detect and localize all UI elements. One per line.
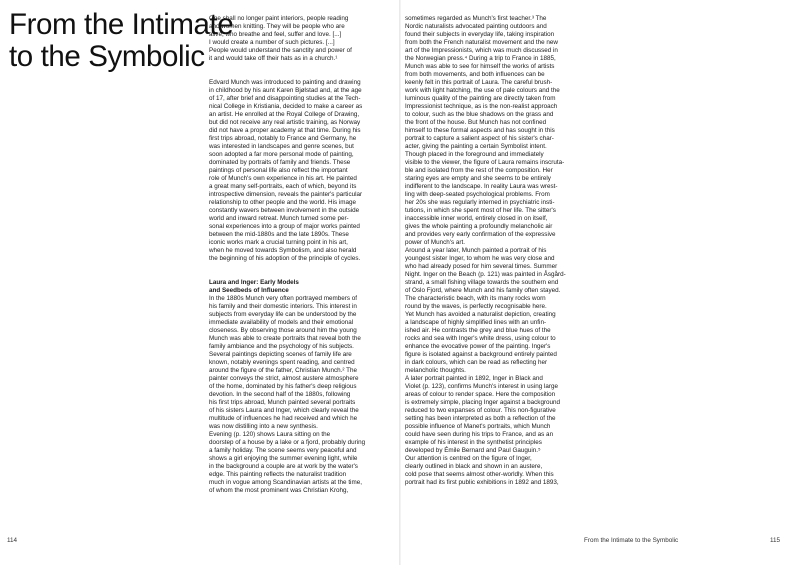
text-line: clearly outlined in black and shown in an austere, [405,463,543,470]
text-line: portrait had its first public exhibitions in 1892 and 1893, [405,479,559,486]
text-line: from both movements, and both influences can be [405,71,545,78]
text-line: his first trips abroad, Munch painted several portraits [209,399,356,406]
page-number-right: 115 [770,537,781,544]
text-line: Though placed in the foreground and immediately [405,151,544,158]
text-line: example of his interest in the synthetist principles [405,439,542,446]
text-line: the front of the house. But Munch has not confined [405,119,547,126]
text-line: was interested in landscapes and genre scenes, but [209,143,354,150]
text-line: shows a girl enjoying the summer evening light, while [209,455,358,462]
running-head: From the Intimate to the Symbolic [584,537,679,544]
text-line: Edvard Munch was introduced to painting and drawing [209,79,361,86]
text-line: could have seen during his trips to France, and as an [405,431,554,438]
text-line: A later portrait painted in 1892, Inger in Black and [405,375,543,382]
text-line: is extremely simple, placing Inger against a background [405,399,561,406]
chapter-title-line: to the Symbolic [9,40,205,73]
text-line: melancholic thoughts. [405,367,466,374]
text-line: gives the whole painting a profoundly melancholic air [405,223,553,230]
text-line: staring eyes are empty and she seems to be entirely [405,175,551,182]
text-line: in the background a couple are at work by the water's [209,463,358,470]
text-line: known, notably evenings spent reading, and centred [209,359,355,366]
text-line: himself to these formal aspects and has sought in this [405,127,555,134]
text-line: Night. Inger on the Beach (p. 121) was painted in Åsgård- [405,271,566,278]
text-line: family ambiance and the psychology of his subjects. [209,343,354,350]
text-line: from both the French naturalist movement and the new [405,39,558,46]
text-line: devotion. In the second half of the 1880s, following [209,391,351,398]
text-line: of 17, after brief and disappointing studies at the Tech- [209,95,361,102]
text-line: Laura and Inger: Early Models [209,279,299,286]
text-line: One shall no longer paint interiors, people reading [209,15,349,22]
text-line: areas of colour to render space. Here the composition [405,391,556,398]
text-line: Yet Munch has avoided a naturalist depiction, creating [405,311,556,318]
text-line: did not have a proper academy at that time. During his [209,127,361,134]
text-line: Impressionist technique, as is the non-realist approach [405,103,558,110]
text-line: a great many self-portraits, each of which, beyond its [209,183,357,190]
text-line: in childhood by his aunt Karen Bjølstad and, at the age [209,87,362,94]
text-line: who had already posed for him several times. Summer [405,263,558,270]
text-line: work with light hatching, the use of pale colours and the [405,87,560,94]
text-line: ling with deep-seated psychological problems. From [405,191,550,198]
text-line: rocks and sea with Inger's white dress, using colour to [405,335,556,342]
text-line: developed by Émile Bernard and Paul Gauguin.⁵ [405,447,541,454]
text-line: it and would take off their hats as in a church.¹ [209,55,338,62]
paragraph-gap [209,263,392,271]
text-line: I would create a number of such pictures. [...] [209,39,335,46]
text-line: round by the waves, is perfectly recognisable here. [405,303,547,310]
text-line: Our attention is centred on the figure of Inger, [405,455,532,462]
text-line: figure is isolated against a background entirely painted [405,351,557,358]
text-line: was now distilling into a new synthesis. [209,423,318,430]
text-line: Violet (p. 123), confirms Munch's interest in using large [405,383,558,390]
text-line: the Norwegian press.⁴ During a trip to France in 1885, [405,55,556,62]
text-line: a landscape of highly simplified lines with an unfin- [405,319,547,326]
text-line: The characteristic beach, with its many rocks worn [405,295,546,302]
right-text-column [405,15,595,487]
text-line: around the figure of the father, Christian Munch.² The [209,367,357,374]
text-line: luminous quality of the painting are directly taken from [405,95,556,102]
text-line: his family and their domestic interiors. This interest in [209,303,357,310]
text-line: keenly felt in this portrait of Laura. The careful brush- [405,79,553,86]
paragraph-gap [209,71,392,79]
text-line: soon adopted a far more personal mode of painting, [209,151,354,158]
text-line: possible influence of Manet's portraits, which Munch [405,423,551,430]
text-line: Munch was able to create portraits that reveal both the [209,335,361,342]
text-line: of the home, dominated by his father's deep religious [209,383,357,390]
text-line: Several paintings depicting scenes of family life are [209,351,352,358]
text-line: between the mid-1880s and the late 1890s. These [209,231,349,238]
text-line: but did not receive any real artistic training, as Norway [209,119,361,126]
paragraph-gap [209,271,392,279]
text-line: and Seedbeds of Influence [209,287,289,294]
page-fold [399,0,401,565]
text-line: a family holiday. The scene seems very peaceful and [209,447,357,454]
text-line: her 20s she was regularly interned in psychiatric insti- [405,199,555,206]
text-line: of his sisters Laura and Inger, which clearly reveal the [209,407,359,414]
text-line: of whom the most prominent was Christian Krohg, [209,487,349,494]
text-line: sometimes regarded as Munch's first teacher.³ The [405,15,547,22]
text-line: reduced to two expanses of colour. This non-figurative [405,407,556,414]
text-line: visible to the viewer, the figure of Laura remains inscruta- [405,159,565,166]
text-line: multitude of influences he had received and which he [209,415,358,422]
text-line: doorstep of a house by a lake or a fjord, probably during [209,439,366,446]
text-line: found their subjects in everyday life, taking inspiration [405,31,555,38]
paragraph-gap [209,63,392,71]
text-line: tutions, in which she spent most of her life. The sitter's [405,207,556,214]
text-line: introspective dimension, reveals the painter's particular [209,191,363,198]
text-line: in dark colours, which can be read as reflecting her [405,359,548,366]
text-line: and women knitting. They will be people who are [209,23,345,30]
text-line: subjects from everyday life can be understood by the [209,311,357,318]
text-line: inaccessible inner world, entirely closed in on itself, [405,215,548,222]
text-line: to colour, such as the blue shadows on the grass and [405,111,554,118]
text-line: enhance the evocative power of the painting. Inger's [405,343,551,350]
text-line: Evening (p. 120) shows Laura sitting on the [209,431,331,438]
text-line: People would understand the sanctity and power of [209,47,352,54]
text-line: of Oslo Fjord, where Munch and his family often stayed. [405,287,561,294]
text-line: Nordic naturalists advocated painting outdoors and [405,23,547,30]
text-line: role of Munch's own experience in his art. He painted [209,175,357,182]
page-number-left: 114 [7,537,18,544]
text-line: painter conveys the strict, almost austere atmosphere [209,375,359,382]
text-line: much in vogue among Scandinavian artists at the time, [209,479,362,486]
text-line: world and inward retreat. Munch turned some per- [209,215,349,222]
text-line: an artist. He enrolled at the Royal College of Drawing, [209,111,360,118]
text-line: portrait to capture a salient aspect of his sister's char- [405,135,554,142]
text-line: indifferent to the landscape. In reality Laura was wrest- [405,183,558,190]
text-line: when he moved towards Symbolism, and also herald [209,247,357,254]
text-line: cold pose that seems almost other-worldly. When this [405,471,554,478]
text-line: first trips abroad, notably to France and Germany, he [209,135,357,142]
text-line: edge. This painting reflects the naturalist tradition [209,471,347,478]
text-line: nical College in Kristiania, decided to make a career as [209,103,363,110]
text-line: constantly wavers between involvement in the outside [209,207,360,214]
text-line: acter, giving the painting a certain Symbolist intent. [405,143,547,150]
text-line: ble and isolated from the rest of the composition. Her [405,167,553,174]
text-line: relationship to other people and the world. His image [209,199,357,206]
text-line: Around a year later, Munch painted a portrait of his [405,247,547,254]
text-line: In the 1880s Munch very often portrayed members of [209,295,358,302]
text-line: setting has been interpreted as both a reflection of the [405,415,556,422]
text-line: immediate availability of models and their emotional [209,319,354,326]
text-line: iconic works mark a crucial turning point in his art, [209,239,348,246]
text-line: sonal experiences into a group of major works painted [209,223,360,230]
text-line: youngest sister Inger, to whom he was very close and [405,255,555,262]
text-line: closeness. By observing those around him the young [209,327,357,334]
text-line: power of Munch's art. [405,239,465,246]
text-line: dominated by portraits of family and friends. These [209,159,351,166]
text-line: ished air. He contrasts the grey and blue hues of the [405,327,551,334]
text-line: Munch was able to see for himself the works of artists [405,63,555,70]
text-line: paintings of personal life also reflect the important [209,167,348,174]
text-line: strand, a small fishing village towards the southern end [405,279,559,286]
left-text-column [209,15,392,495]
chapter-title-line: From the Intimate [9,8,234,41]
text-line: alive, who breathe and feel, suffer and love. [...] [209,31,342,38]
text-line: and provides very early confirmation of the expressive [405,231,556,238]
text-line: art of the Impressionists, which was much discussed in [405,47,558,54]
text-line: the beginning of his adoption of the principle of cycles. [209,255,361,262]
